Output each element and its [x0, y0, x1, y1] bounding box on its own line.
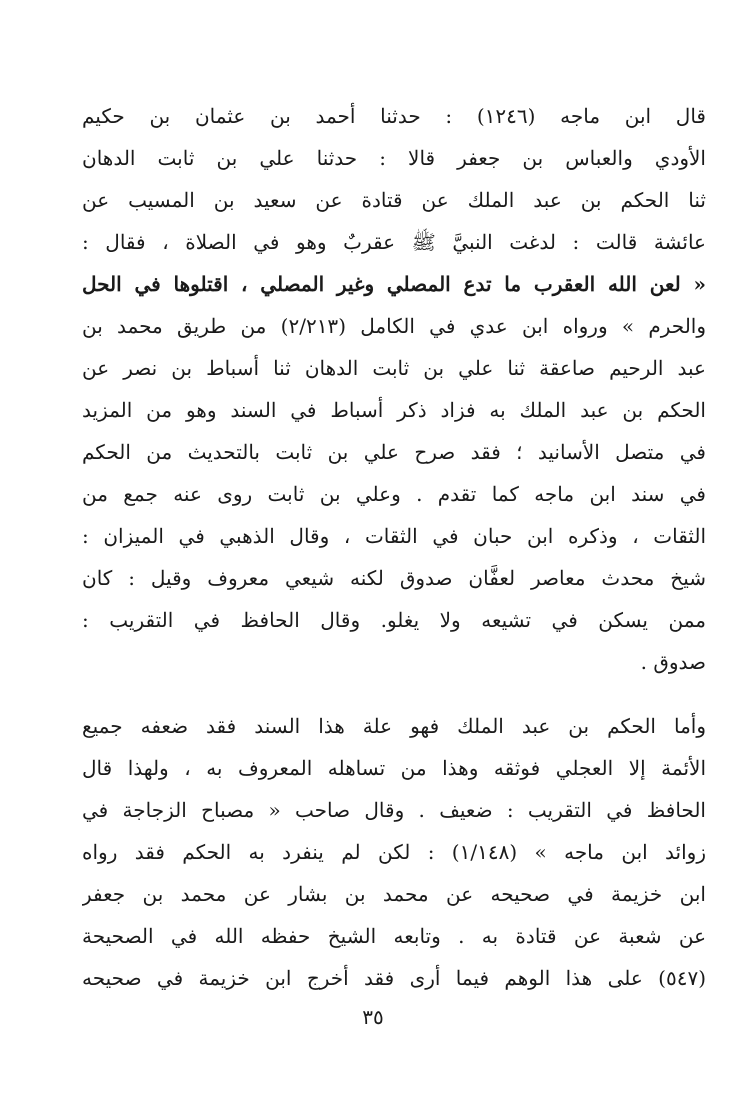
text-line: الأودي والعباس بن جعفر قالا : حدثنا علي بن ثابت الدهان [82, 146, 706, 170]
text-line: في متصل الأسانيد ؛ فقد صرح علي بن ثابت بالتحديث من الحكم [82, 440, 706, 464]
text-line: عبد الرحيم صاعقة ثنا علي بن ثابت الدهان ثنا أسباط بن نصر عن [82, 356, 706, 380]
hadith-text-line: « لعن الله العقرب ما تدع المصلي وغير المصلي ، اقتلوها في الحل [82, 272, 706, 296]
text-line: قال ابن ماجه (١٢٤٦) : حدثنا أحمد بن عثمان بن حكيم [82, 104, 706, 128]
paragraph-2 [82, 705, 706, 999]
text-line: عن شعبة عن قتادة به . وتابعه الشيخ حفظه الله في الصحيحة [82, 924, 706, 948]
text-line: الحكم بن عبد الملك به فزاد ذكر أسباط في السند وهو من المزيد [82, 398, 706, 422]
text-line: (٥٤٧) على هذا الوهم فيما أرى فقد أخرج ابن خزيمة في صحيحه [82, 966, 706, 990]
text-line: عائشة قالت : لدغت النبيَّ ﷺ عقربٌ وهو في الصلاة ، فقال : [82, 230, 706, 254]
text-line: الثقات ، وذكره ابن حبان في الثقات ، وقال الذهبي في الميزان : [82, 524, 706, 548]
text-line: صدوق . [640, 650, 706, 674]
text-line: زوائد ابن ماجه » (١/١٤٨) : لكن لم ينفرد به الحكم فقد رواه [82, 840, 706, 864]
text-line: وأما الحكم بن عبد الملك فهو علة هذا السند فقد ضعفه جميع [82, 714, 706, 738]
text-line: شيخ محدث معاصر لعفَّان صدوق لكنه شيعي معروف وقيل : كان [82, 566, 706, 590]
text-line: في سند ابن ماجه كما تقدم . وعلي بن ثابت روى عنه جمع من [82, 482, 706, 506]
page-number: ٣٥ [362, 1005, 384, 1029]
text-line: الحافظ في التقريب : ضعيف . وقال صاحب « مصباح الزجاجة في [82, 798, 706, 822]
paragraph-1 [82, 95, 706, 683]
text-line: والحرم » ورواه ابن عدي في الكامل (٢/٢١٣) من طريق محمد بن [82, 314, 706, 338]
text-line: ممن يسكن في تشيعه ولا يغلو. وقال الحافظ في التقريب : [82, 608, 706, 632]
text-line: ابن خزيمة في صحيحه عن محمد بن بشار عن محمد بن جعفر [82, 882, 706, 906]
text-line: ثنا الحكم بن عبد الملك عن قتادة عن سعيد بن المسيب عن [82, 188, 706, 212]
text-line: الأئمة إلا العجلي فوثقه وهذا من تساهله المعروف به ، ولهذا قال [82, 756, 706, 780]
